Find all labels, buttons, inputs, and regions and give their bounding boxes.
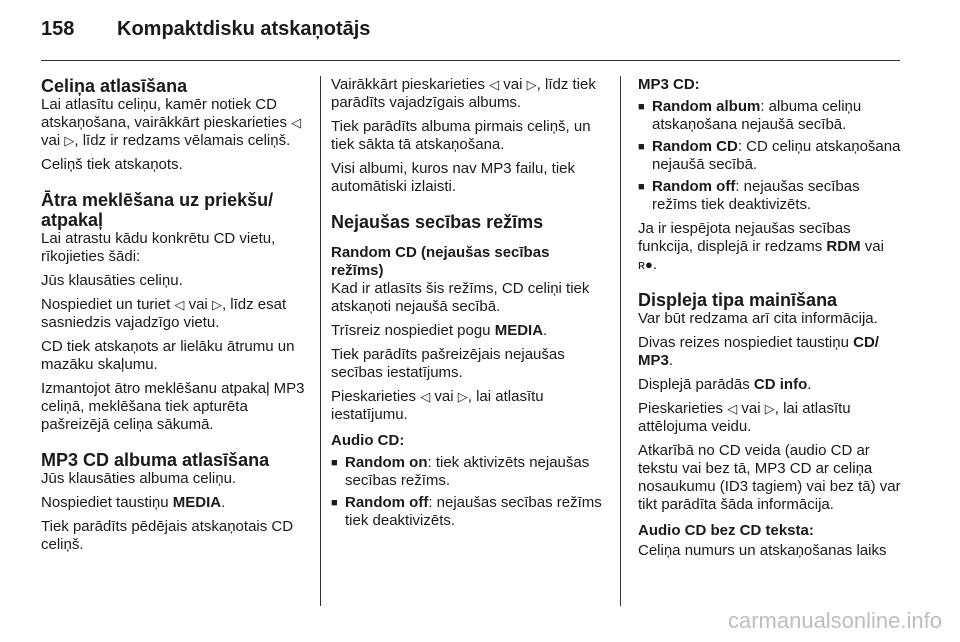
paragraph: Nospiediet un turiet ◁ vai ▷, līdz esat sasniedzis vajadzīgo vietu. bbox=[41, 296, 287, 331]
paragraph: Celiņa numurs un atskaņošanas laiks bbox=[638, 542, 887, 559]
heading-fast-search: Ātra meklēšana uz priekšu/ atpakaļ bbox=[41, 190, 274, 230]
list-item: ■ Random off: nejaušas secības režīms tiek deaktivizēts. bbox=[638, 178, 902, 214]
paragraph: Divas reizes nospiediet taustiņu CD/ MP3. bbox=[638, 334, 879, 369]
page-header bbox=[41, 18, 370, 41]
left-arrow-icon: ◁ bbox=[174, 297, 185, 312]
left-arrow-icon: ◁ bbox=[291, 115, 302, 130]
paragraph: Ja ir iespējota nejaušas secības funkcija, displejā ir redzams RDM vai ʀ●. bbox=[638, 220, 884, 273]
paragraph: Tiek parādīts pašreizējais nejaušas secības iestatījums. bbox=[331, 346, 565, 381]
paragraph: Jūs klausāties albuma celiņu. bbox=[41, 470, 237, 487]
watermark: carmanualsonline.info bbox=[727, 608, 942, 633]
paragraph: Izmantojot ātro meklēšanu atpakaļ MP3 celiņā, meklēšana tiek apturēta pašreizējā celiņa sākumā. bbox=[41, 380, 305, 433]
label-audio-cd: Audio CD: bbox=[331, 432, 405, 449]
right-arrow-icon: ▷ bbox=[211, 297, 222, 312]
heading-random-mode: Nejaušas secības režīms bbox=[331, 212, 544, 232]
right-arrow-icon: ▷ bbox=[526, 77, 537, 92]
heading-album-select: MP3 CD albuma atlasīšana bbox=[41, 450, 270, 470]
label-mp3-cd: MP3 CD: bbox=[638, 76, 700, 93]
paragraph: Tiek parādīts albuma pirmais celiņš, un tiek sākta tā atskaņošana. bbox=[331, 118, 591, 153]
paragraph: Nospiediet taustiņu MEDIA. bbox=[41, 494, 226, 511]
page-title: Kompaktdisku atskaņotājs bbox=[117, 18, 371, 40]
heading-track-select: Celiņa atlasīšana bbox=[41, 76, 188, 96]
paragraph: Jūs klausāties celiņu. bbox=[41, 272, 183, 289]
label-audio-no-text: Audio CD bez CD teksta: bbox=[638, 522, 814, 539]
paragraph: Lai atlasītu celiņu, kamēr notiek CD atskaņošana, vairākkārt pieskarieties ◁ vai ▷, līdz ir redzams vēlamais celiņš. bbox=[41, 96, 302, 149]
header-rule bbox=[41, 60, 900, 61]
subheading-random-cd: Random CD (nejaušas secības režīms) bbox=[331, 244, 550, 279]
paragraph: Atkarībā no CD veida (audio CD ar tekstu vai bez tā, MP3 CD ar celiņa nosaukumu (ID3 tagiem) vai bez tā) var tikt parādīta šāda informācija. bbox=[638, 442, 901, 513]
paragraph: Celiņš tiek atskaņots. bbox=[41, 156, 183, 173]
right-arrow-icon: ▷ bbox=[64, 133, 75, 148]
column-divider-2 bbox=[620, 76, 621, 606]
list-item: ■ Random album: albuma celiņu atskaņošana nejaušā secībā. bbox=[638, 98, 902, 134]
column-1 bbox=[41, 76, 309, 554]
paragraph: Tiek parādīts pēdējais atskaņotais CD celiņš. bbox=[41, 518, 294, 553]
column-2 bbox=[331, 76, 603, 530]
list-item: ■ Random off: nejaušas secības režīms tiek deaktivizēts. bbox=[331, 494, 603, 530]
paragraph: CD tiek atskaņots ar lielāku ātrumu un mazāku skaļumu. bbox=[41, 338, 295, 373]
paragraph: Vairākkārt pieskarieties ◁ vai ▷, līdz tiek parādīts vajadzīgais albums. bbox=[331, 76, 596, 111]
column-divider-1 bbox=[320, 76, 321, 606]
paragraph: Trīsreiz nospiediet pogu MEDIA. bbox=[331, 322, 548, 339]
paragraph: Pieskarieties ◁ vai ▷, lai atlasītu iestatījumu. bbox=[331, 388, 544, 423]
left-arrow-icon: ◁ bbox=[420, 389, 431, 404]
paragraph: Var būt redzama arī cita informācija. bbox=[638, 310, 878, 327]
random-icon: ʀ● bbox=[638, 257, 653, 272]
heading-display-type: Displeja tipa mainīšana bbox=[638, 290, 838, 310]
paragraph: Lai atrastu kādu konkrētu CD vietu, rīkojieties šādi: bbox=[41, 230, 276, 265]
list-item: ■ Random on: tiek aktivizēts nejaušas secības režīms. bbox=[331, 454, 603, 490]
paragraph: Displejā parādās CD info. bbox=[638, 376, 812, 393]
paragraph: Pieskarieties ◁ vai ▷, lai atlasītu attēlojuma veidu. bbox=[638, 400, 851, 435]
column-3 bbox=[638, 76, 902, 560]
left-arrow-icon: ◁ bbox=[489, 77, 500, 92]
paragraph: Kad ir atlasīts šis režīms, CD celiņi tiek atskaņoti nejaušā secībā. bbox=[331, 280, 590, 315]
right-arrow-icon: ▷ bbox=[764, 401, 775, 416]
left-arrow-icon: ◁ bbox=[727, 401, 738, 416]
list-item: ■ Random CD: CD celiņu atskaņošana nejaušā secībā. bbox=[638, 138, 902, 174]
mp3-cd-list bbox=[638, 98, 902, 214]
right-arrow-icon: ▷ bbox=[457, 389, 468, 404]
paragraph: Visi albumi, kuros nav MP3 failu, tiek automātiski izlaisti. bbox=[331, 160, 575, 195]
page-number: 158 bbox=[41, 18, 75, 40]
audio-cd-list bbox=[331, 454, 603, 530]
